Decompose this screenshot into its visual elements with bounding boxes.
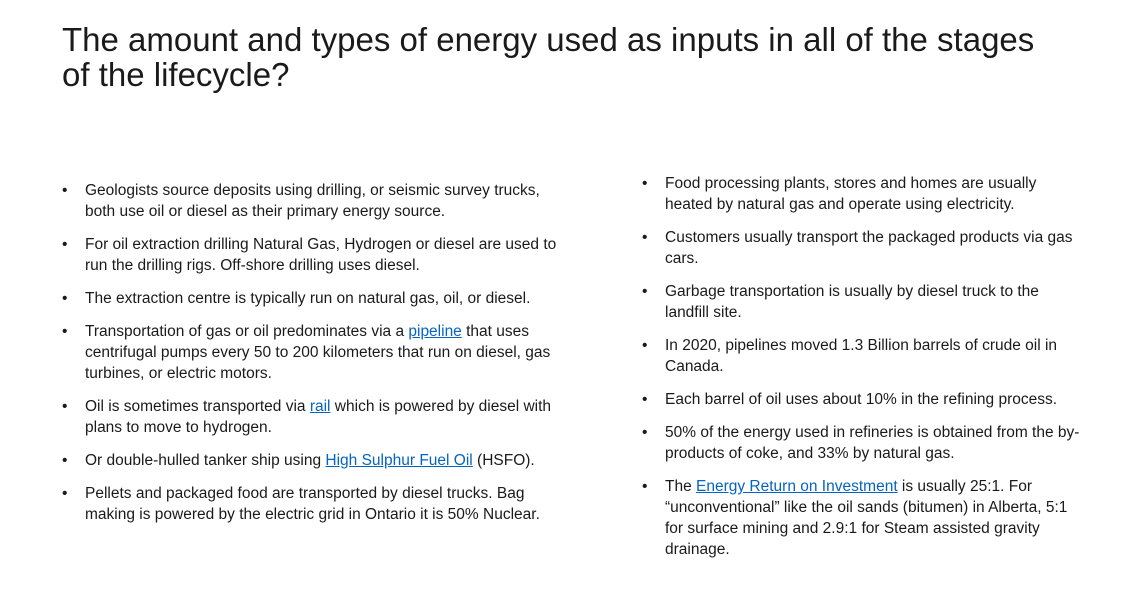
list-item <box>642 173 1082 215</box>
bullet-text: which is powered by diesel with plans to move to hydrogen. <box>85 398 552 436</box>
bullet-text: Each barrel of oil uses about 10% in the refining process. <box>665 391 1058 408</box>
list-item <box>62 234 572 276</box>
list-item <box>62 483 572 525</box>
list-item <box>642 281 1082 323</box>
rail-link[interactable]: rail <box>309 398 331 415</box>
bullet-text: In 2020, pipelines moved 1.3 Billion barrels of crude oil in Canada. <box>665 337 1058 375</box>
list-item <box>642 476 1082 560</box>
list-item <box>62 180 572 222</box>
bullet-text: Transportation of gas or oil predominates via a <box>85 323 409 340</box>
list-item <box>62 396 572 438</box>
list-item <box>62 321 572 384</box>
list-item <box>642 335 1082 377</box>
list-item <box>62 450 572 471</box>
bullet-text: Food processing plants, stores and homes are usually heated by natural gas and operate using electricity. <box>665 175 1037 213</box>
bullet-text: Geologists source deposits using drilling, or seismic survey trucks, both use oil or diesel as their primary energy source. <box>85 182 540 220</box>
eroi-link[interactable]: Energy Return on Investment <box>696 478 898 495</box>
bullet-text: Oil is sometimes transported via <box>85 398 310 415</box>
slide-title: The amount and types of energy used as inputs in all of the stages of the lifecycle? <box>62 21 1035 93</box>
list-item <box>642 227 1082 269</box>
bullet-text: The extraction centre is typically run on natural gas, oil, or diesel. <box>85 290 531 307</box>
left-bullet-list <box>62 180 572 537</box>
bullet-text: (HSFO). <box>472 452 535 469</box>
bullet-text: 50% of the energy used in refineries is obtained from the by-products of coke, and 33% by natural gas. <box>665 424 1080 462</box>
bullet-text: that uses centrifugal pumps every 50 to 200 kilometers that run on diesel, gas turbines, or electric motors. <box>85 323 551 382</box>
bullet-text: The <box>665 478 697 495</box>
bullet-text: Garbage transportation is usually by diesel truck to the landfill site. <box>665 283 1039 321</box>
bullet-text: Pellets and packaged food are transported by diesel trucks. Bag making is powered by the electric grid in Ontario it is 50% Nuclear. <box>85 485 540 523</box>
list-item <box>62 288 572 309</box>
bullet-text: For oil extraction drilling Natural Gas, Hydrogen or diesel are used to run the drilling rigs. Off-shore drilling uses diesel. <box>85 236 557 274</box>
bullet-text: is usually 25:1. For “unconventional” like the oil sands (bitumen) in Alberta, 5:1 for surface mining and 2.9:1 for Steam assisted gravity drainage. <box>665 478 1068 558</box>
right-bullet-list <box>642 173 1082 572</box>
pipeline-link[interactable]: pipeline <box>408 323 462 340</box>
bullet-text: Or double-hulled tanker ship using <box>85 452 326 469</box>
list-item <box>642 422 1082 464</box>
list-item <box>642 389 1082 410</box>
bullet-text: Customers usually transport the packaged products via gas cars. <box>665 229 1073 267</box>
hsfo-link[interactable]: High Sulphur Fuel Oil <box>325 452 473 469</box>
